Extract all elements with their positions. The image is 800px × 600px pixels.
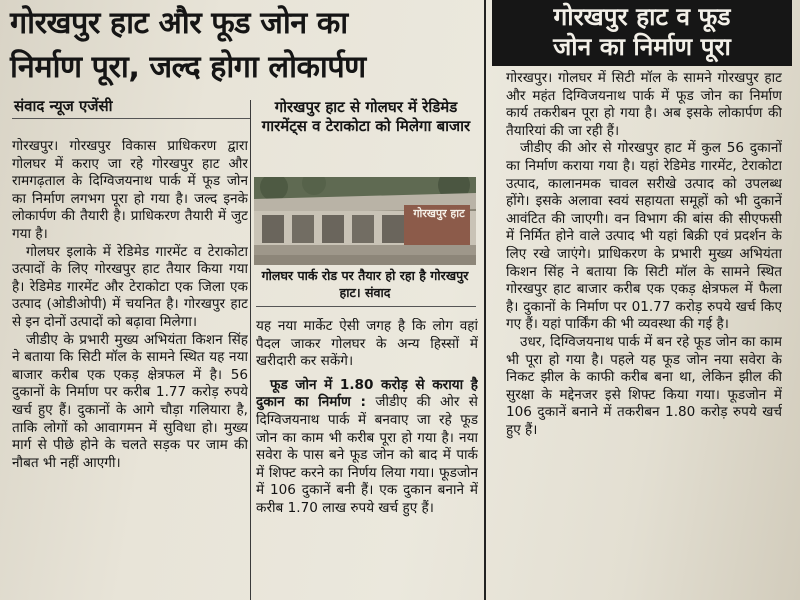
byline: संवाद न्यूज एजेंसी — [14, 97, 113, 115]
paragraph: गोरखपुर। गोरखपुर विकास प्राधिकरण द्वारा गोलघर में कराए जा रहे गोरखपुर हाट और रामगढ़ताल के दिग्विजयनाथ पार्क में फूड जोन का निर्माण लगभग पूरा हो गया है। जल्द इनके लोकार्पण की तैयारी है। प्राधिकरण तैयारी में जुट गया है। — [12, 138, 248, 242]
photo-sign-text: गोरखपुर हाट — [413, 207, 465, 220]
photo-caption: गोलघर पार्क रोड पर तैयार हो रहा है गोरखपुर हाट। संवाद — [261, 268, 469, 300]
section-divider — [484, 0, 486, 600]
food-zone-subhead: फूड जोन में 1.80 करोड़ से कराया है दुकान का निर्माण : — [256, 376, 478, 411]
main-column-2 — [256, 318, 478, 600]
subheadline: गोरखपुर हाट से गोलघर में रेडिमेड गारमेंट्स व टेराकोटा को मिलेगा बाजार — [261, 98, 471, 135]
caption-rule — [256, 306, 476, 307]
paragraph: गोरखपुर। गोलघर में सिटी मॉल के सामने गोरखपुर हाट और महंत दिग्विजयनाथ पार्क में फूड जोन का निर्माण कार्य तकरीबन पूरा हो गया है। अब इसके लोकार्पण की तैयारियां की जा रही हैं। — [506, 70, 782, 139]
side-story-column — [506, 70, 782, 600]
paragraph: यह नया मार्केट ऐसी जगह है कि लोग वहां पैदल जाकर गोलघर के अन्य हिस्सों में खरीदारी कर सकेंगे। — [256, 318, 478, 370]
paragraph: जीडीए की ओर से गोरखपुर हाट में कुल 56 दुकानों का निर्माण कराया गया है। यहां रेडिमेड गारमेंट, टेराकोटा उत्पाद, कालानमक चावल सरीखे उत्पाद को उपलब्ध होंगे। इसके अलावा स्वयं सहायता समूहों को भी दुकानें आवंटित की जाएगी। वन विभाग की बांस की सीएफसी में निर्मित होने वाले उत्पाद भी यहां बिक्री एवं प्रदर्शन के लिए रखे जाएंगे। प्राधिकरण के प्रभारी मुख्य अभियंता किशन सिंह ने बताया कि सिटी मॉल के सामने स्थित गोरखपुर हाट बाजार करीब एक एकड़ क्षेत्रफल में फैला है। दुकानों के निर्माण पर 01.77 करोड़ रुपये खर्च किए गए हैं। यहां पार्किंग की भी व्यवस्था की गई है। — [506, 140, 782, 333]
paragraph: उधर, दिग्विजयनाथ पार्क में बन रहे फूड जोन का काम भी पूरा हो गया है। पहले यह फूड जोन नया सवेरा के निकट झील के काफी करीब बना था, लेकिन झील की सुरक्षा के मद्देनजर इसे शिफ्ट किया गया। फूडजोन में 106 दुकानें बनाने में तकरीबन 1.80 करोड़ रुपये खर्च हुए हैं। — [506, 333, 782, 438]
side-headline-line1: गोरखपुर हाट व फूड — [553, 2, 731, 31]
photo-gorakhpur-haat — [254, 177, 476, 265]
food-zone-text: जीडीए की ओर से दिग्विजयनाथ पार्क में बनवाए जा रहे फूड जोन का काम भी करीब पूरा हो गया है। नया सवेरा के पास बने फूड जोन को बाद में पार्क में शिफ्ट करने का निर्णय लिया गया। फूडजोन में 106 दुकानें बनी हैं। एक दुकान बनाने में करीब 1.70 लाख रुपये खर्च हुए हैं। — [256, 394, 478, 516]
paragraph: गोलघर इलाके में रेडिमेड गारमेंट व टेराकोटा उत्पादों के लिए गोरखपुर हाट तैयार किया गया है। रेडिमेड गारमेंट और टेराकोटा एक जिला एक उत्पाद (ओडीओपी) में चयनित है। गोरखपुर हाट से इन दोनों उत्पादों को बढ़ावा मिलेगा। — [12, 243, 248, 330]
main-headline-line2: निर्माण पूरा, जल्द होगा लोकार्पण — [10, 50, 366, 85]
main-headline — [10, 2, 480, 90]
main-headline-line1: गोरखपुर हाट और फूड जोन का — [10, 6, 348, 41]
market-photo-illustration — [254, 177, 476, 265]
main-column-1 — [12, 138, 248, 600]
column-divider — [250, 100, 251, 600]
side-headline-line2: जोन का निर्माण पूरा — [553, 32, 731, 61]
byline-rule — [12, 118, 250, 119]
paragraph: जीडीए के प्रभारी मुख्य अभियंता किशन सिंह ने बताया कि सिटी मॉल के सामने स्थित यह नया बाजार करीब एक एकड़ क्षेत्रफल में है। 56 दुकानों के निर्माण पर करीब 1.77 करोड़ रुपये खर्च हुए हैं। दुकानों के आगे चौड़ा गलियारा है, ताकि लोगों को आवागमन में सुविधा हो। मुख्य मार्ग से पीछे होने के चलते सड़क पर जाम की नौबत भी नहीं आएगी। — [12, 331, 248, 471]
side-headline-banner — [492, 0, 792, 66]
